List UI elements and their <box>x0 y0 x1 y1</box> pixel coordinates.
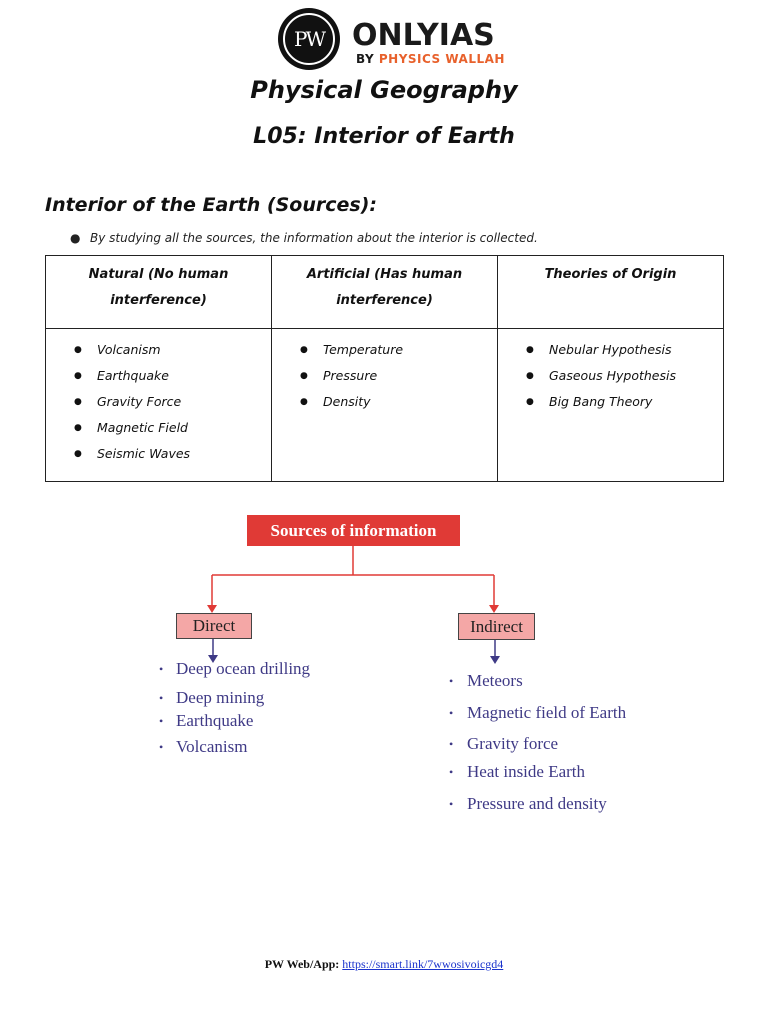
bullet-icon: • <box>159 714 164 728</box>
table-header: Artificial (Has human interference) <box>272 256 498 329</box>
pw-logo-text: PW <box>283 13 335 65</box>
brand-sub-accent: PHYSICS WALLAH <box>378 52 505 66</box>
list-item: Pressure and density <box>467 794 607 813</box>
list-item: Volcanism <box>176 737 248 756</box>
footer <box>0 957 768 972</box>
indirect-box: Indirect <box>458 613 535 640</box>
page-subtitle: L05: Interior of Earth <box>253 124 515 149</box>
table-header: Natural (No human interference) <box>46 256 272 329</box>
list-item: ● Volcanism <box>74 337 271 363</box>
section-heading: Interior of the Earth (Sources): <box>45 194 377 216</box>
bullet-icon: • <box>159 740 164 754</box>
list-item: ● Earthquake <box>74 363 271 389</box>
intro-text: By studying all the sources, the information about the interior is collected. <box>90 231 538 245</box>
list-item: Heat inside Earth <box>467 762 586 781</box>
list-item: Deep mining <box>176 688 265 707</box>
list-item: ● Seismic Waves <box>74 441 271 467</box>
list-item: Earthquake <box>176 711 254 730</box>
bullet-icon: • <box>159 691 164 705</box>
bullet-icon: • <box>449 797 454 811</box>
bullet-icon: • <box>449 674 454 688</box>
list-item: Gravity force <box>467 734 559 753</box>
list-item: ● Density <box>300 389 497 415</box>
bullet-icon: • <box>159 662 164 676</box>
list-item: Magnetic field of Earth <box>467 703 627 722</box>
list-item: ● Pressure <box>300 363 497 389</box>
list-item: ● Nebular Hypothesis <box>526 337 723 363</box>
bullet-icon: • <box>449 737 454 751</box>
list-item: ● Big Bang Theory <box>526 389 723 415</box>
bullet-icon: • <box>449 765 454 779</box>
bullet-icon: • <box>449 706 454 720</box>
list-item: ● Temperature <box>300 337 497 363</box>
list-item: ● Gravity Force <box>74 389 271 415</box>
list-item: Meteors <box>467 671 523 690</box>
table-header: Theories of Origin <box>498 256 724 329</box>
page-title: Physical Geography <box>250 76 518 104</box>
sources-of-information-box: Sources of information <box>247 515 460 546</box>
brand-sub-prefix: BY <box>356 52 375 66</box>
arrow-head-icon <box>490 656 500 664</box>
footer-label: PW Web/App: <box>264 957 340 971</box>
brand-name: ONLYIAS <box>352 18 495 53</box>
arrow-head-icon <box>489 605 499 613</box>
footer-link[interactable]: https://smart.link/7wwosivoicgd4 <box>342 957 504 971</box>
list-item: Deep ocean drilling <box>176 659 311 678</box>
bullet-icon: ● <box>70 231 81 245</box>
list-item: ● Gaseous Hypothesis <box>526 363 723 389</box>
arrow-head-icon <box>207 605 217 613</box>
list-item: ● Magnetic Field <box>74 415 271 441</box>
direct-box: Direct <box>176 613 252 639</box>
